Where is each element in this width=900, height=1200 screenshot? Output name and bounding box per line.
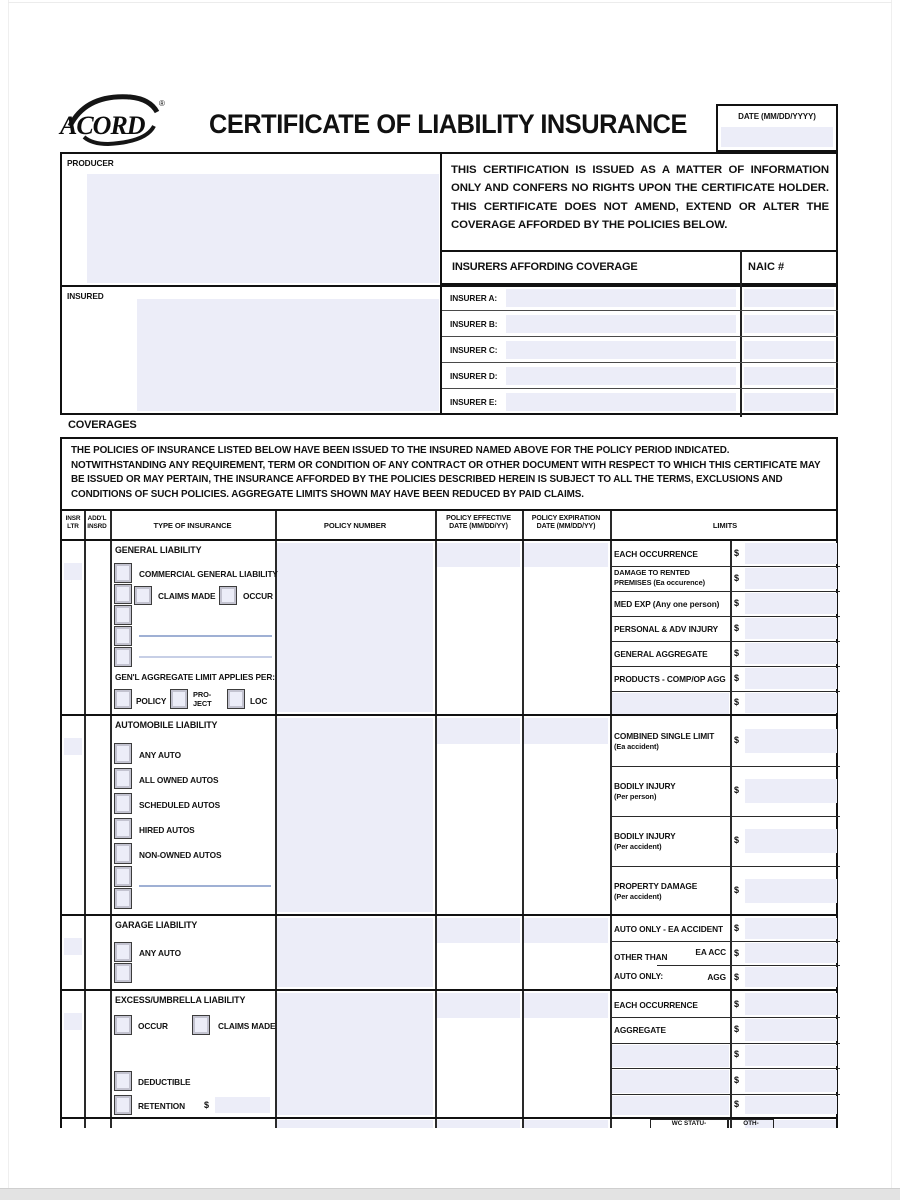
- limit-value-input[interactable]: [745, 668, 837, 689]
- checkbox-policy[interactable]: [114, 689, 132, 709]
- producer-label: PRODUCER: [67, 158, 114, 168]
- naic-input[interactable]: [744, 315, 834, 333]
- limit-value-input[interactable]: [745, 543, 837, 564]
- checkbox-excess-claims-made[interactable]: [192, 1015, 210, 1035]
- checkbox-all-owned-autos[interactable]: [114, 768, 132, 789]
- naic-label: NAIC #: [748, 261, 785, 273]
- limit-label-sub: PREMISES (Ea occurence): [614, 578, 705, 587]
- policy-effective-input[interactable]: [437, 718, 520, 744]
- insurer-row: [442, 285, 838, 311]
- page-bottom-band: [0, 1188, 900, 1200]
- wc-statutory-header: WC STATU-: [650, 1119, 728, 1128]
- date-label: DATE (MM/DD/YYYY): [738, 112, 816, 121]
- limit-label: BODILY INJURY: [614, 831, 676, 841]
- limit-label-sub: (Per accident): [614, 892, 662, 901]
- checkbox-auto-blank-2[interactable]: [114, 888, 132, 909]
- scheduled-autos-label: SCHEDULED AUTOS: [139, 800, 221, 810]
- currency-symbol: $: [204, 1100, 210, 1110]
- section-excess-umbrella: [60, 991, 838, 1119]
- currency-symbol: $: [734, 648, 740, 658]
- checkbox-non-owned-autos[interactable]: [114, 843, 132, 864]
- currency-symbol: $: [734, 598, 740, 608]
- producer-input[interactable]: [87, 174, 439, 283]
- limit-label: MED EXP (Any one person): [614, 599, 720, 609]
- header-type-of-insurance: TYPE OF INSURANCE: [153, 521, 232, 530]
- checkbox-auto-blank-1[interactable]: [114, 866, 132, 887]
- header-expiration-line2: DATE (MM/DD/YY): [536, 523, 596, 531]
- insurer-row-label: INSURER A:: [450, 293, 498, 303]
- policy-effective-input[interactable]: [437, 543, 520, 567]
- limit-value-input[interactable]: [745, 879, 837, 903]
- gl-blank-underline-2[interactable]: [139, 656, 272, 658]
- naic-input[interactable]: [744, 367, 834, 385]
- insurer-name-input[interactable]: [506, 341, 736, 359]
- insurer-row-label: INSURER B:: [450, 319, 498, 329]
- logo-registered-mark: ®: [159, 99, 165, 108]
- non-owned-autos-label: NON-OWNED AUTOS: [139, 850, 222, 860]
- limit-value-input[interactable]: [745, 1019, 837, 1041]
- currency-symbol: $: [734, 1075, 740, 1085]
- date-box: [716, 104, 838, 152]
- section-general-liability: [60, 541, 838, 716]
- limit-value-input[interactable]: [745, 943, 837, 963]
- checkbox-occur[interactable]: [219, 586, 237, 605]
- currency-symbol: $: [734, 835, 740, 845]
- currency-symbol: $: [734, 697, 740, 707]
- insurer-name-input[interactable]: [506, 315, 736, 333]
- excess-umbrella-title: EXCESS/UMBRELLA LIABILITY: [115, 995, 246, 1005]
- currency-symbol: $: [734, 1099, 740, 1109]
- insr-ltr-input[interactable]: [64, 563, 82, 580]
- page-edge-top: [8, 2, 892, 3]
- header-effective-line1: POLICY EFFECTIVE: [446, 515, 511, 522]
- limit-label: AGGREGATE: [614, 1025, 666, 1035]
- limit-label: GENERAL AGGREGATE: [614, 649, 708, 659]
- insured-input[interactable]: [137, 299, 439, 411]
- auto-blank-underline[interactable]: [139, 885, 271, 887]
- insr-ltr-input[interactable]: [64, 1013, 82, 1030]
- currency-symbol: $: [734, 623, 740, 633]
- policy-number-input[interactable]: [277, 918, 433, 987]
- retention-label: RETENTION: [138, 1101, 186, 1111]
- limit-value-input[interactable]: [745, 568, 837, 589]
- header-insr: [62, 515, 84, 530]
- limit-value-input[interactable]: [745, 779, 837, 803]
- page-edge-left: [8, 0, 9, 1188]
- gl-aggregate-heading: GEN'L AGGREGATE LIMIT APPLIES PER:: [115, 672, 275, 682]
- header-addl: [84, 515, 110, 530]
- currency-symbol: $: [734, 735, 740, 745]
- page-edge-right: [891, 0, 892, 1188]
- insurer-row: [442, 337, 838, 363]
- insurer-row: [442, 389, 838, 415]
- policy-number-input[interactable]: [277, 1120, 433, 1128]
- garage-any-auto-label: ANY AUTO: [139, 948, 181, 958]
- limit-value-input[interactable]: [745, 1096, 837, 1114]
- limit-value-input[interactable]: [745, 593, 837, 614]
- checkbox-garage-any-auto[interactable]: [114, 942, 132, 962]
- policy-effective-input[interactable]: [437, 993, 520, 1018]
- insr-ltr-input[interactable]: [64, 938, 82, 955]
- header-policy-effective: [435, 515, 522, 532]
- logo-text: ACORD: [60, 111, 145, 140]
- form-title: CERTIFICATE OF LIABILITY INSURANCE: [209, 109, 687, 139]
- limit-label-sub: (Per accident): [614, 842, 662, 851]
- limit-label: PROPERTY DAMAGE: [614, 881, 698, 891]
- policy-expiration-input[interactable]: [524, 993, 608, 1018]
- header-limits: LIMITS: [712, 521, 738, 530]
- table-header-row: [60, 511, 838, 541]
- policy-effective-input[interactable]: [437, 918, 520, 943]
- gl-blank-underline-1[interactable]: [139, 635, 272, 637]
- policy-expiration-input[interactable]: [524, 918, 608, 943]
- checkbox-any-auto[interactable]: [114, 743, 132, 764]
- checkbox-project[interactable]: [170, 689, 188, 709]
- certification-text: THIS CERTIFICATION IS ISSUED AS A MATTER OF INFORMATION ONLY AND CONFERS NO RIGHTS UPON THE CERTIFICATE HOLDER. THIS CERTIFICATE DOES NOT AMEND, EXTEND OR ALTER THE COVERAGE AFFORDED BY THE POLICIES BELOW.: [451, 164, 829, 231]
- limit-label: COMBINED SINGLE LIMIT: [614, 731, 715, 741]
- deductible-label: DEDUCTIBLE: [138, 1077, 191, 1087]
- insurer-row-label: INSURER E:: [450, 397, 497, 407]
- limit-label-blank-input[interactable]: [612, 693, 729, 714]
- excess-occur-label: OCCUR: [138, 1021, 168, 1031]
- limit-label: DAMAGE TO RENTED: [614, 568, 690, 577]
- checkbox-gl-row2[interactable]: [114, 584, 132, 604]
- limit-label-blank-input[interactable]: [612, 1096, 729, 1115]
- insr-ltr-input[interactable]: [64, 738, 82, 755]
- automobile-liability-title: AUTOMOBILE LIABILITY: [115, 720, 218, 730]
- info-grid: [60, 152, 838, 415]
- checkbox-claims-made[interactable]: [134, 586, 152, 605]
- naic-input[interactable]: [744, 393, 834, 411]
- project-option-line2: JECT: [193, 699, 212, 708]
- checkbox-gl-blank-3[interactable]: [114, 647, 132, 667]
- header-addl-line2: INSRD: [87, 522, 107, 530]
- currency-symbol: $: [734, 948, 740, 958]
- checkbox-gl-blank-1[interactable]: [114, 605, 132, 625]
- limit-label: AUTO ONLY - EA ACCIDENT: [614, 924, 723, 934]
- section-workers-comp-partial: [60, 1119, 838, 1128]
- checkbox-garage-blank[interactable]: [114, 963, 132, 983]
- limit-value-input[interactable]: [745, 967, 837, 987]
- header-policy-expiration: [522, 515, 610, 532]
- limit-label: EACH OCCURRENCE: [614, 1000, 698, 1010]
- checkbox-deductible[interactable]: [114, 1071, 132, 1091]
- header-insr-line2: LTR: [67, 522, 79, 530]
- limit-value-input[interactable]: [745, 693, 837, 713]
- checkbox-hired-autos[interactable]: [114, 818, 132, 839]
- insurer-name-input[interactable]: [506, 367, 736, 385]
- limit-label: BODILY INJURY: [614, 781, 676, 791]
- all-owned-autos-label: ALL OWNED AUTOS: [139, 775, 219, 785]
- policy-number-input[interactable]: [277, 543, 433, 712]
- limit-label-sub: (Ea accident): [614, 742, 659, 751]
- currency-symbol: $: [734, 1049, 740, 1059]
- garage-liability-title: GARAGE LIABILITY: [115, 920, 198, 930]
- claims-made-label: CLAIMS MADE: [158, 591, 216, 601]
- limit-value-input[interactable]: [745, 1045, 837, 1066]
- insurer-name-input[interactable]: [506, 393, 736, 411]
- wc-other-header: OTH-: [728, 1119, 774, 1128]
- commercial-general-liability-label: COMMERCIAL GENERAL LIABILITY: [139, 569, 278, 579]
- limit-label-blank-input[interactable]: [612, 1070, 729, 1093]
- currency-symbol: $: [734, 885, 740, 895]
- coverages-notice: THE POLICIES OF INSURANCE LISTED BELOW HAVE BEEN ISSUED TO THE INSURED NAMED ABOVE FOR THE POLICY PERIOD INDICATED. NOTWITHSTANDING ANY REQUIREMENT, TERM OR CONDITION OF ANY CONTRACT OR OTHER DOCUMENT WITH RESPECT TO WHICH THIS CERTIFICATE MAY BE ISSUED OR MAY PERTAIN, THE INSURANCE AFFORDED BY THE POLICIES DESCRIBED HEREIN IS SUBJECT TO ALL THE TERMS, EXCLUSIONS AND CONDITIONS OF SUCH POLICIES. AGGREGATE LIMITS SHOWN MAY HAVE BEEN REDUCED BY PAID CLAIMS.: [60, 437, 838, 511]
- header-insr-line1: INSR: [65, 515, 81, 522]
- currency-symbol: $: [734, 573, 740, 583]
- limit-value-input[interactable]: [745, 729, 837, 753]
- any-auto-label: ANY AUTO: [139, 750, 181, 760]
- other-than-line1: OTHER THAN: [614, 952, 668, 962]
- agg-label: AGG: [707, 972, 726, 982]
- insurers-header-row: [442, 250, 838, 285]
- occur-label: OCCUR: [243, 591, 273, 601]
- checkbox-scheduled-autos[interactable]: [114, 793, 132, 814]
- limit-value-input[interactable]: [745, 993, 837, 1015]
- policy-expiration-input[interactable]: [524, 718, 608, 744]
- header-policy-number: POLICY NUMBER: [323, 521, 387, 530]
- limit-value-input[interactable]: [745, 618, 837, 639]
- excess-claims-made-label: CLAIMS MADE: [218, 1021, 276, 1031]
- policy-number-input[interactable]: [277, 993, 433, 1115]
- currency-symbol: $: [734, 1024, 740, 1034]
- checkbox-gl-blank-2[interactable]: [114, 626, 132, 646]
- limit-label: PRODUCTS - COMP/OP AGG: [614, 674, 726, 684]
- header-expiration-line1: POLICY EXPIRATION: [531, 515, 601, 522]
- limit-value-input[interactable]: [745, 1070, 837, 1092]
- insured-label: INSURED: [67, 291, 104, 301]
- limit-value-input[interactable]: [745, 829, 837, 853]
- section-garage-liability: [60, 916, 838, 991]
- section-automobile-liability: [60, 716, 838, 916]
- date-input[interactable]: [721, 127, 833, 147]
- currency-symbol: $: [734, 999, 740, 1009]
- limit-value-input[interactable]: [745, 918, 837, 939]
- limit-label: PERSONAL & ADV INJURY: [614, 624, 719, 634]
- ea-acc-label: EA ACC: [695, 947, 726, 957]
- limit-label-blank-input[interactable]: [612, 1045, 729, 1067]
- policy-number-input[interactable]: [277, 718, 433, 912]
- naic-input[interactable]: [744, 341, 834, 359]
- checkbox-excess-occur[interactable]: [114, 1015, 132, 1035]
- insurer-row-label: INSURER C:: [450, 345, 498, 355]
- checkbox-commercial-general-liability[interactable]: [114, 563, 132, 583]
- limit-label: EACH OCCURRENCE: [614, 549, 698, 559]
- insurer-row: [442, 311, 838, 337]
- header-effective-line2: DATE (MM/DD/YY): [449, 523, 508, 531]
- currency-symbol: $: [734, 548, 740, 558]
- insurers-affording-heading: INSURERS AFFORDING COVERAGE: [452, 261, 638, 273]
- general-liability-title: GENERAL LIABILITY: [115, 545, 202, 555]
- limit-value-input[interactable]: [745, 643, 837, 664]
- insurer-row: [442, 363, 838, 389]
- policy-expiration-input[interactable]: [524, 1120, 608, 1128]
- insurer-name-input[interactable]: [506, 289, 736, 307]
- insurer-rows: [442, 285, 838, 415]
- hired-autos-label: HIRED AUTOS: [139, 825, 195, 835]
- header-addl-line1: ADD'L: [87, 515, 107, 522]
- currency-symbol: $: [734, 972, 740, 982]
- checkbox-loc[interactable]: [227, 689, 245, 709]
- policy-option-label: POLICY: [136, 696, 167, 706]
- checkbox-retention[interactable]: [114, 1095, 132, 1115]
- acord-logo: [58, 90, 173, 152]
- loc-option-label: LOC: [250, 696, 268, 706]
- policy-effective-input[interactable]: [437, 1120, 520, 1128]
- insurer-row-label: INSURER D:: [450, 371, 498, 381]
- naic-input[interactable]: [744, 289, 834, 307]
- coverages-title: COVERAGES: [68, 419, 137, 431]
- policy-expiration-input[interactable]: [524, 543, 608, 567]
- project-option-line1: PRO-: [193, 690, 212, 699]
- currency-symbol: $: [734, 923, 740, 933]
- limit-label-sub: (Per person): [614, 792, 657, 801]
- retention-input[interactable]: [215, 1097, 270, 1113]
- other-than-line2: AUTO ONLY:: [614, 971, 664, 981]
- currency-symbol: $: [734, 673, 740, 683]
- currency-symbol: $: [734, 785, 740, 795]
